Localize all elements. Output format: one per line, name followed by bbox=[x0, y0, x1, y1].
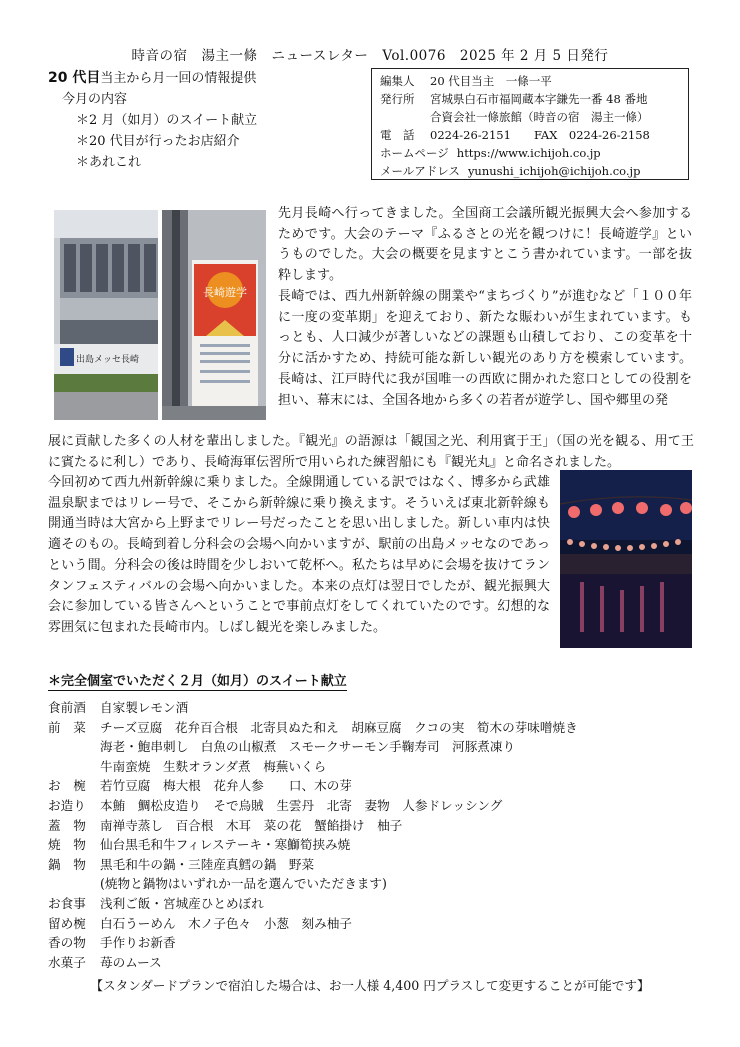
menu-course-row bbox=[48, 796, 698, 816]
contents-item: ＊あれこれ bbox=[76, 155, 142, 170]
course-label: 蓋 物 bbox=[48, 817, 86, 833]
menu-course-row bbox=[48, 914, 698, 934]
publisher-label: 発行所 bbox=[380, 92, 415, 106]
intro-block bbox=[48, 68, 358, 173]
generation-label: 20 代目 bbox=[48, 70, 101, 86]
menu-course-row bbox=[48, 855, 698, 875]
email-link[interactable]: yunushi_ichijoh@ichijoh.co.jp bbox=[467, 164, 641, 178]
course-items: 若竹豆腐 梅大根 花弁人参 口、木の芽 bbox=[100, 778, 352, 794]
course-items: 牛南蛮焼 生麩オランダ煮 梅蕪いくら bbox=[100, 758, 327, 774]
course-items: チーズ豆腐 花弁百合根 北寄貝ぬた和え 胡麻豆腐 クコの実 筍木の芽味噌焼き bbox=[100, 719, 578, 735]
contents-item: ＊2 月（如月）のスイート献立 bbox=[76, 113, 258, 128]
course-items: 本鮪 鯛松皮造り そで烏賊 生雲丹 北寄 妻物 人参ドレッシング bbox=[100, 797, 503, 813]
course-label: 鍋 物 bbox=[48, 856, 86, 872]
menu-course-row bbox=[48, 933, 698, 953]
lantern-festival-photo bbox=[560, 470, 692, 648]
course-label: お 椀 bbox=[48, 778, 86, 794]
course-items: 苺のムース bbox=[100, 954, 162, 970]
plan-upgrade-note: 【スタンダードプランで宿泊した場合は、お一人様 4,400 円プラスして変更することが可能です】 bbox=[90, 978, 650, 993]
article-paragraph-1: 先月長崎へ行ってきました。全国商工会議所観光振興大会へ参加するためです。大会のテーマ『ふるさとの光を観つけに！長崎遊学』というものでした。大会の概要を見ますとこう書かれています。一部を抜粋します。 bbox=[278, 206, 692, 284]
course-items: 浅利ご飯・宮城産ひとめぼれ bbox=[100, 895, 264, 911]
course-label: 水菓子 bbox=[48, 954, 86, 970]
course-label: 焼 物 bbox=[48, 837, 86, 853]
mail-label: メールアドレス bbox=[380, 164, 460, 178]
course-items: 黒毛和牛の鍋・三陸産真鱈の鍋 野菜 bbox=[100, 856, 315, 872]
course-items: 海老・鮑串刺し 白魚の山椒煮 スモークサーモン手鞠寿司 河豚煮凍り bbox=[100, 739, 516, 755]
company-name: 合資会社一條旅館（時音の宿 湯主一條） bbox=[430, 110, 649, 124]
intro-heading: 当主から月一回の情報提供 bbox=[100, 71, 257, 86]
website-link[interactable]: https://www.ichijoh.co.jp bbox=[456, 146, 601, 160]
publisher-info-box bbox=[371, 68, 689, 180]
editor-label: 編集人 bbox=[380, 74, 415, 88]
tourism-banner-photo bbox=[162, 210, 266, 420]
dejima-messe-building-photo bbox=[54, 210, 158, 420]
contents-item: ＊20 代目が行ったお店紹介 bbox=[76, 134, 240, 149]
menu-course-row bbox=[48, 698, 698, 718]
course-label: 前 菜 bbox=[48, 719, 86, 735]
course-items: 南禅寺蒸し 百合根 木耳 菜の花 蟹餡掛け 柚子 bbox=[100, 817, 403, 833]
course-note: (焼物と鍋物はいずれか一品を選んでいただきます) bbox=[100, 876, 387, 892]
building-photo-illustration bbox=[54, 210, 158, 420]
editor-name: 20 代目当主 一條一平 bbox=[430, 74, 552, 88]
menu-course-row bbox=[48, 835, 698, 855]
course-label: 留め椀 bbox=[48, 915, 86, 931]
phone-fax: 0224-26-2151 FAX 0224-26-2158 bbox=[430, 128, 650, 142]
contents-title: 今月の内容 bbox=[62, 92, 128, 107]
course-items: 白石うーめん 木ノ子色々 小葱 刻み柚子 bbox=[100, 915, 352, 931]
menu-section-title: ＊完全個室でいただく２月（如月）のスイート献立 bbox=[48, 670, 347, 691]
article-quote-part-2: 展に貢献した多くの人材を輩出しました。『観光』の語源は「観国之光、利用賓于王」（国の光を観る、用て王に賓たるに利し）であり、長崎海軍伝習所で用いられた練習船にも『観光丸』と命名されました。 bbox=[48, 434, 694, 470]
article-paragraph-3: 今回初めて西九州新幹線に乗りました。全線開通している訳ではなく、博多から武雄温泉駅まではリレー号で、そこから新幹線に乗り換えます。そういえば東北新幹線も開通当時は大宮から上野までリレー号だったことを思い出しました。新しい車内は快適そのもの。長崎到着し分科会の会場へ向かいますが、駅前の出島メッセなのであっという間。分科会の後は時間を少しおいて乾杯へ。私たちは早めに会場を抜けてランタンフェスティバルの会場へ向かいました。本来の点灯は翌日でしたが、観光振興大会に参加している皆さんへということで事前点灯をしてくれていたのです。幻想的な雰囲気に包まれた長崎市内。しばし観光を楽しみました。 bbox=[48, 475, 550, 635]
web-label: ホームページ bbox=[380, 146, 449, 160]
publisher-address: 宮城県白石市福岡蔵本字鎌先一番 48 番地 bbox=[430, 92, 648, 106]
course-label: お造り bbox=[48, 797, 86, 813]
menu-course-row bbox=[48, 953, 698, 973]
course-label: 香の物 bbox=[48, 935, 86, 951]
course-label: 食前酒 bbox=[48, 700, 86, 715]
course-items: 自家製レモン酒 bbox=[100, 700, 189, 715]
menu-course-row bbox=[48, 816, 698, 836]
article-quote-part-1: 長崎では、西九州新幹線の開業や“まちづくり”が進むなど「１００年に一度の変革期」を迎えており、新たな賑わいが生まれています。もっとも、人口減少が著しいなどの課題も山積しており、この変革を十分に活かすため、持続可能な新しい観光のあり方を模索しています。長崎は、江戸時代に我が国唯一の西欧に開かれた窓口としての役割を担い、幕末には、全国各地から多くの若者が遊学し、国や郷里の発 bbox=[278, 289, 692, 408]
course-items: 手作りお新香 bbox=[100, 935, 176, 951]
intro-lead bbox=[48, 68, 358, 89]
banner-title-text: 長崎遊学 bbox=[203, 286, 247, 299]
menu-course-row bbox=[48, 894, 698, 914]
building-sign-text: 出島メッセ長崎 bbox=[76, 355, 140, 365]
phone-label: 電 話 bbox=[380, 128, 415, 142]
lantern-photo-illustration bbox=[560, 470, 692, 648]
course-label: お食事 bbox=[48, 895, 86, 911]
banner-photo-illustration bbox=[162, 210, 266, 420]
menu-course-row bbox=[48, 718, 698, 738]
masthead: 時音の宿 湯主一條 ニュースレター Vol.0076 2025 年 2 月 5 日発行 bbox=[131, 48, 609, 64]
course-items: 仙台黒毛和牛フィレステーキ・寒鰤筍挟み焼 bbox=[100, 837, 351, 853]
suite-menu-list bbox=[48, 698, 698, 972]
menu-course-row bbox=[48, 776, 698, 796]
